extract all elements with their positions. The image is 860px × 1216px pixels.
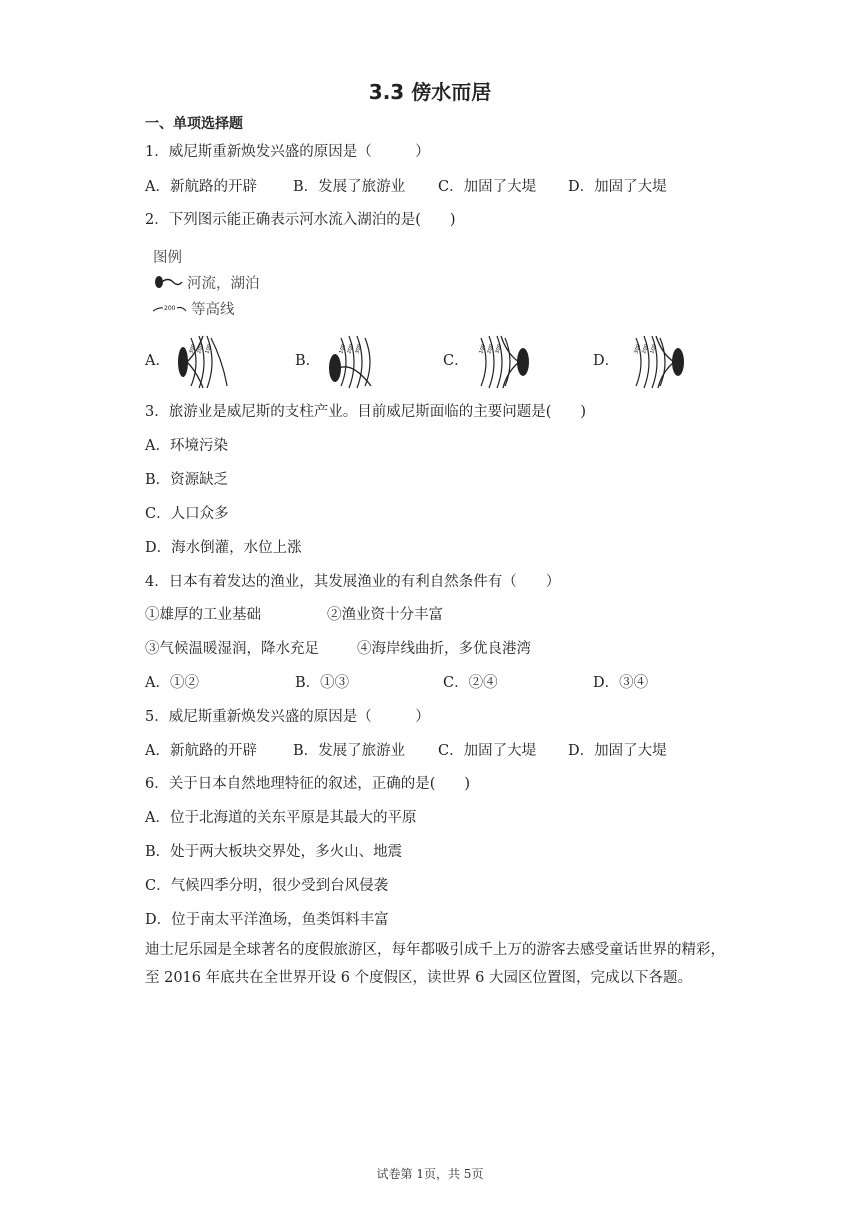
reading-passage: 迪士尼乐园是全球著名的度假旅游区，每年都吸引成千上万的游客去感受童话世界的精彩，至 2016 年底共在全世界开设 6 个度假区，读世界 6 大园区位置图，完成以下各题。 [145, 942, 725, 986]
q4-option-a: A．①② [145, 675, 199, 691]
question-4-options [145, 671, 648, 692]
q4-conditions-row-2 [145, 637, 531, 658]
section-heading: 一、单项选择题 [145, 116, 243, 132]
contour-map-d [628, 332, 688, 390]
page-title: 3.3 傍水而居 [368, 80, 492, 104]
q1-option-b: B．发展了旅游业 [293, 179, 406, 195]
contour-map-c [473, 332, 533, 390]
contour-line-icon [153, 300, 187, 316]
contour-label: 200 [196, 343, 206, 355]
q4-condition-3: ③气候温暖湿润，降水充足 [145, 641, 319, 657]
q4-option-c: C．②④ [443, 675, 498, 691]
legend-river-label: 河流，湖泊 [187, 275, 260, 292]
q6-option-c: C．气候四季分明，很少受到台风侵袭 [145, 878, 389, 894]
q2-option-c-label: C． [443, 353, 469, 369]
legend-title: 图例 [153, 249, 182, 266]
q4-condition-4: ④海岸线曲折，多优良港湾 [357, 641, 531, 657]
q2-option-b-label: B． [295, 353, 321, 369]
q3-option-d: D．海水倒灌，水位上涨 [145, 540, 302, 556]
legend-contour-label: 等高线 [191, 301, 235, 318]
q1-option-a: A．新航路的开辟 [145, 179, 257, 195]
question-1-stem: 1．威尼斯重新焕发兴盛的原因是（ ） [145, 144, 430, 160]
question-2-stem: 2．下列图示能正确表示河水流入湖泊的是( ) [145, 212, 456, 228]
question-3-stem: 3．旅游业是威尼斯的支柱产业。目前威尼斯面临的主要问题是( ) [145, 404, 587, 420]
q2-option-a-label: A． [145, 353, 170, 369]
contour-label: 100 [338, 343, 348, 355]
q3-option-c: C．人口众多 [145, 506, 229, 522]
q4-conditions-row-1 [145, 603, 443, 624]
q3-option-a: A．环境污染 [145, 438, 228, 454]
q5-option-a: A．新航路的开辟 [145, 743, 257, 759]
river-lake-icon [153, 274, 183, 290]
q4-condition-2: ②渔业资十分丰富 [327, 607, 443, 623]
question-4-stem: 4．日本有着发达的渔业，其发展渔业的有利自然条件有（ ） [145, 574, 561, 590]
contour-label: 200 [486, 343, 496, 355]
question-5-options [145, 739, 667, 760]
contour-map-b [325, 332, 385, 390]
q2-option-d-label: D． [593, 353, 620, 369]
q5-option-d: D．加固了大堤 [568, 743, 667, 759]
q5-option-b: B．发展了旅游业 [293, 743, 406, 759]
contour-label: 300 [354, 343, 364, 355]
contour-label: 300 [188, 343, 198, 355]
q6-option-b: B．处于两大板块交界处，多火山、地震 [145, 844, 403, 860]
q4-option-b: B．①③ [295, 675, 350, 691]
contour-label: 300 [633, 343, 643, 355]
contour-label: 200 [641, 343, 651, 355]
q1-option-c: C．加固了大堤 [438, 179, 537, 195]
question-1-options [145, 175, 667, 196]
q6-option-d: D．位于南太平洋渔场，鱼类饵料丰富 [145, 912, 389, 928]
legend-contour-value: 200 [164, 305, 176, 312]
question-5-stem: 5．威尼斯重新焕发兴盛的原因是（ ） [145, 709, 430, 725]
map-legend [153, 243, 260, 321]
contour-label: 100 [204, 343, 214, 355]
contour-label: 100 [478, 343, 488, 355]
page-footer: 试卷第 1页，共 5页 [376, 1167, 484, 1181]
question-6-stem: 6．关于日本自然地理特征的叙述，正确的是( ) [145, 776, 471, 792]
q3-option-b: B．资源缺乏 [145, 472, 229, 488]
contour-map-a [175, 332, 235, 390]
contour-label: 300 [494, 343, 504, 355]
q5-option-c: C．加固了大堤 [438, 743, 537, 759]
q6-option-a: A．位于北海道的关东平原是其最大的平原 [145, 810, 417, 826]
contour-label: 100 [649, 343, 659, 355]
q4-option-d: D．③④ [593, 675, 649, 691]
contour-label: 200 [346, 343, 356, 355]
q4-condition-1: ①雄厚的工业基础 [145, 607, 261, 623]
q1-option-d: D．加固了大堤 [568, 179, 667, 195]
question-2-figures [145, 332, 705, 392]
